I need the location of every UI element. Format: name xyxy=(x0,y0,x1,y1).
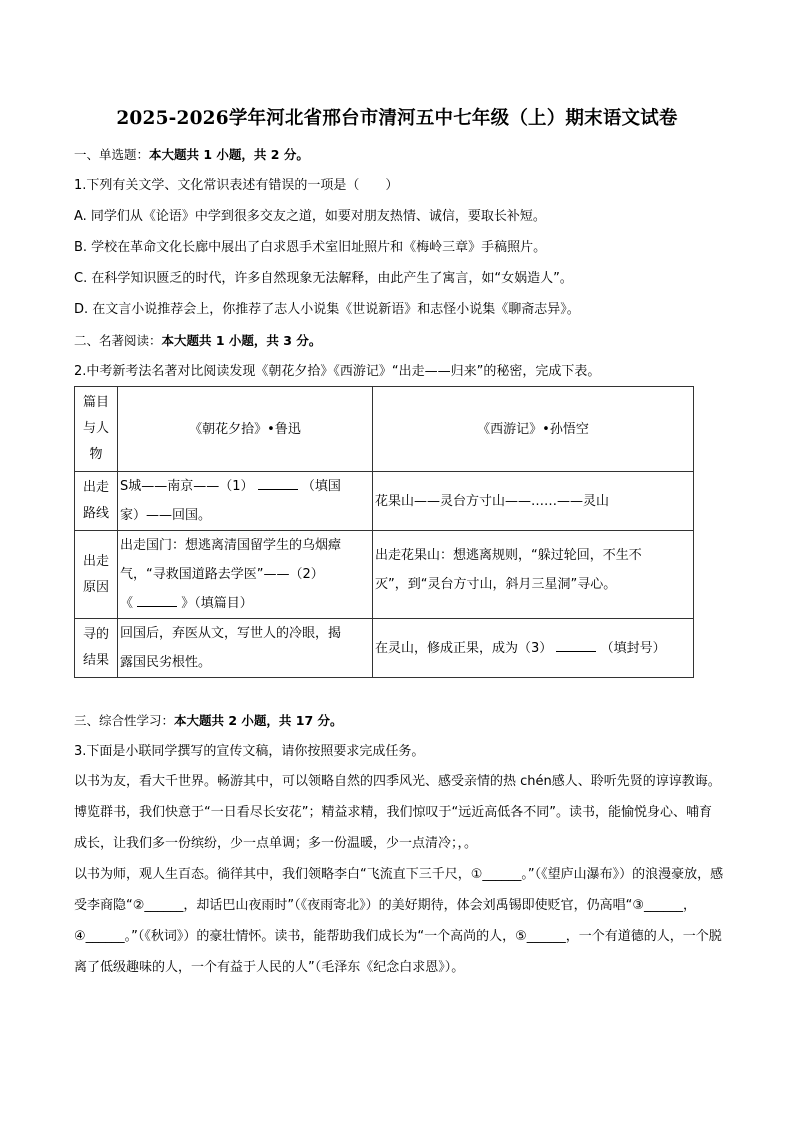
cell-text: 灭”，到“灵台方寸山，斜月三星洞”寻心。 xyxy=(375,577,617,592)
cell-text: 家）——回国。 xyxy=(120,508,212,523)
option-a: A. 同学们从《论语》中学到很多交友之道，如要对朋友热情、诚信，要取长补短。 xyxy=(74,209,546,224)
row-header-text: 出走 xyxy=(82,553,109,569)
cell-xiyouji-reason xyxy=(373,531,694,619)
cell-zhaohua-result xyxy=(118,619,373,678)
section-heading-3 xyxy=(74,713,343,729)
question-2-stem: 2.中考新考法名著对比阅读发现《朝花夕拾》《西游记》“出走——归来”的秘密，完成下表。 xyxy=(74,364,601,379)
cell-zhaohua-route xyxy=(118,472,373,531)
question-3-stem: 3.下面是小联同学撰写的宣传文稿，请你按照要求完成任务。 xyxy=(74,744,425,759)
section-lead: 一、单选题： xyxy=(74,147,150,162)
question-1-stem: 1.下列有关文学、文化常识表述有错误的一项是（ ） xyxy=(74,178,399,193)
cell-text: 出走花果山：想逃离规则，“躲过轮回，不生不 xyxy=(375,548,642,563)
option-c: C. 在科学知识匮乏的时代，许多自然现象无法解释，由此产生了寓言，如“女娲造人”。 xyxy=(74,271,573,286)
answer-blank-2[interactable] xyxy=(137,592,177,607)
row-header-text: 出走 xyxy=(82,480,109,495)
row-header-text: 路线 xyxy=(82,506,109,521)
cell-xiyouji-route: 花果山——灵台方寸山——……——灵山 xyxy=(373,472,694,531)
cell-text: （填国 xyxy=(301,479,341,494)
answer-blank-3[interactable] xyxy=(556,637,596,652)
table-row-route xyxy=(75,472,694,531)
cell-text: S城——南京——（1） xyxy=(120,479,254,494)
section-lead: 三、综合性学习： xyxy=(74,713,175,728)
cell-text: 出走国门：想逃离清国留学生的乌烟瘴 xyxy=(120,538,342,553)
cell-text: 气，“寻救国道路去学医”——（2） xyxy=(120,567,324,582)
section-info: 本大题共 1 小题，共 2 分。 xyxy=(149,147,309,162)
cell-text: （填封号） xyxy=(600,640,666,656)
answer-blank-1[interactable] xyxy=(258,475,298,490)
section-heading-1 xyxy=(74,147,309,163)
passage-paragraph-1: 以书为友，看大千世界。畅游其中，可以领略自然的四季风光、感受亲情的热 chén感人、聆听先贤的谆谆教诲。博览群书，我们快意于“一日看尽长安花”；精益求精，我们惊叹于“远近高低各不同”。读书，能愉悦身心、哺育成长，让我们多一份缤纷，少一点单调；多一份温暖，少一点清冷；，。 xyxy=(74,774,721,851)
row-header xyxy=(75,472,118,531)
header-cell xyxy=(75,387,118,472)
header-text-1: 篇目 xyxy=(82,395,109,410)
row-header-text: 寻的 xyxy=(82,627,109,642)
col-header-xiyouji: 《西游记》•孙悟空 xyxy=(373,387,694,472)
section-heading-2 xyxy=(74,333,321,349)
col-header-zhaohua: 《朝花夕拾》•鲁迅 xyxy=(118,387,373,472)
passage-paragraph-2: 以书为师，观人生百态。徜徉其中，我们领略李白“飞流直下三千尺，①______。”（《望庐山瀑布》）的浪漫豪放，感受李商隐“②______，却话巴山夜雨时”（《夜雨寄北》）的美好期待，体会刘禹锡即使贬官，仍高唱“③______，④______。”（《秋词》）的豪壮情怀。读书，能帮助我们成长为“一个高尚的人，⑤______，一个有道德的人，一个脱离了低级趣味的人，一个有益于人民的人”（毛泽东《纪念白求恩》）。 xyxy=(74,867,724,975)
table-header-row xyxy=(75,387,694,472)
cell-zhaohua-reason xyxy=(118,531,373,619)
section-info: 本大题共 2 小题，共 17 分。 xyxy=(174,713,343,728)
section-info: 本大题共 1 小题，共 3 分。 xyxy=(161,333,322,348)
exam-title: 2025-2026学年河北省邢台市清河五中七年级（上）期末语文试卷 xyxy=(116,108,678,129)
header-text-2: 与人 xyxy=(82,421,109,436)
row-header-text: 结果 xyxy=(82,653,109,668)
cell-text: 《 xyxy=(120,596,134,611)
cell-text: 回国后，弃医从文，写世人的冷眼，揭 xyxy=(120,626,342,641)
cell-text: 在灵山，修成正果，成为（3） xyxy=(375,640,553,656)
header-text-3: 物 xyxy=(89,447,103,462)
cell-text: 露国民劣根性。 xyxy=(120,655,212,670)
row-header xyxy=(75,619,118,678)
row-header-text: 原因 xyxy=(82,579,109,595)
comparison-table xyxy=(74,386,694,678)
option-b: B. 学校在革命文化长廊中展出了白求恩手术室旧址照片和《梅岭三章》手稿照片。 xyxy=(74,240,547,255)
cell-text: 》（填篇目） xyxy=(181,596,253,611)
table-row-result xyxy=(75,619,694,678)
section-lead: 二、名著阅读： xyxy=(74,333,162,348)
row-header xyxy=(75,531,118,619)
cell-xiyouji-result xyxy=(373,619,694,678)
option-d: D. 在文言小说推荐会上，你推荐了志人小说集《世说新语》和志怪小说集《聊斋志异》。 xyxy=(74,302,580,317)
table-row-reason xyxy=(75,531,694,619)
